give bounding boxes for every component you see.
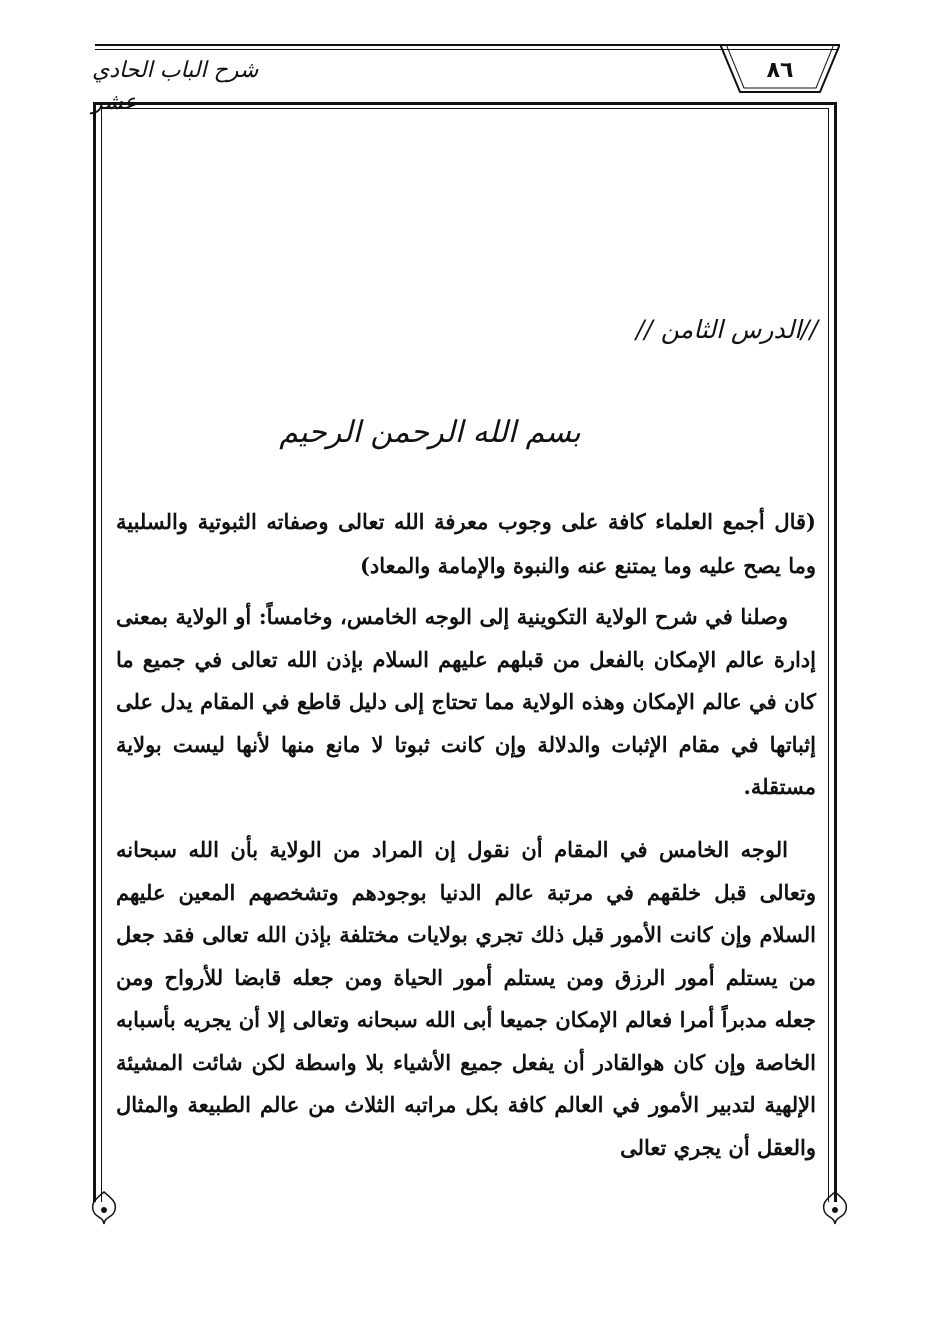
corner-ornament-left-icon <box>87 1190 121 1230</box>
quote-paragraph: (قال أجمع العلماء كافة على وجوب معرفة الله تعالى وصفاته الثبوتية والسلبية وما يصح عليه وما يمتنع عنه والنبوة والإمامة والمعاد) <box>116 509 816 578</box>
lesson-title: //الدرس الثامن // <box>635 315 818 344</box>
body-paragraph-1 <box>116 596 816 809</box>
body-paragraph-1-text: وصلنا في شرح الولاية التكوينية إلى الوجه الخامس، وخامساً: أو الولاية بمعنى إدارة عالم الإمكان بالفعل من قبلهم عليهم السلام بإذن الله تعالى في جميع ما كان في عالم الإمكان وهذه الولاية مما تحتاج إلى دليل قاطع في المقام يدل على إثباتها في مقام الإثبات والدلالة وإن كانت ثبوتا لا مانع منها لأنها ليست بولاية مستقلة. <box>116 604 816 799</box>
corner-ornament-right-icon <box>818 1190 852 1230</box>
body-paragraph-2-text: الوجه الخامس في المقام أن نقول إن المراد من الولاية بأن الله سبحانه وتعالى قبل خلقهم في مرتبة عالم الدنيا بوجودهم وتشخصهم المعين عليهم السلام وإن كانت الأمور قبل ذلك تجري بولايات مختلفة بإذن الله تعالى فقد جعل من يستلم أمور الرزق ومن يستلم أمور الحياة ومن جعله قابضا للأرواح ومن جعله مدبراً أمرا فعالم الإمكان جميعا أبى الله سبحانه وتعالى إلا أن يجريه بأسبابه الخاصة وإن كان هوالقادر أن يفعل جميع الأشياء بلا واسطة لكن شائت المشيئة الإلهية لتدبير الأمور في العالم كافة بكل مراتبه الثلاث من عالم الطبيعة والمثال والعقل أن يجري تعالى <box>116 837 816 1160</box>
basmala: بسم الله الرحمن الرحيم <box>279 415 581 450</box>
running-title: شرح الباب الحادي عشر <box>92 58 259 115</box>
page-number: ٨٦ <box>766 58 794 83</box>
body-paragraph-2 <box>116 829 816 1169</box>
